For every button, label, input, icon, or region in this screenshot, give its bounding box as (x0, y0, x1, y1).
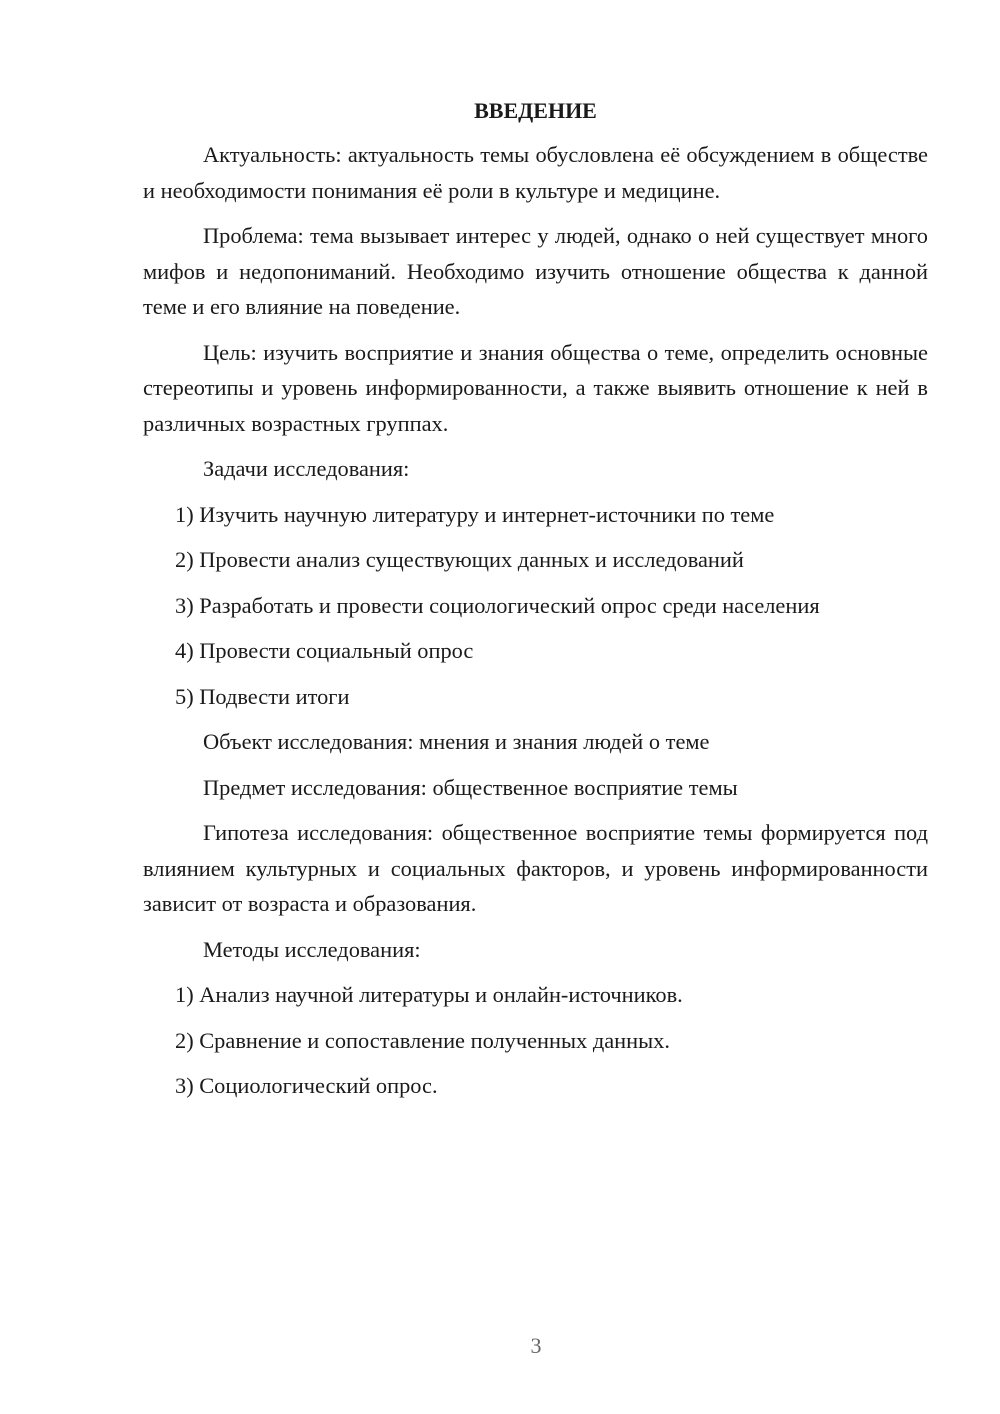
page-number: 3 (530, 1333, 542, 1358)
list-item: 4) Провести социальный опрос (175, 638, 474, 663)
page-content (143, 94, 928, 1114)
problem-paragraph: Проблема: тема вызывает интерес у людей, однако о ней существует много мифов и недопониманий. Необходимо изучить отношение общества к данной теме и его влияние на поведение. (143, 223, 928, 319)
methods-heading: Методы исследования: (203, 936, 421, 962)
hypothesis-paragraph: Гипотеза исследования: общественное восприятие темы формируется под влиянием культурных и социальных факторов, и уровень информированности зависит от возраста и образования. (143, 820, 928, 916)
list-item: 2) Сравнение и сопоставление полученных данных. (175, 1027, 670, 1053)
relevance-paragraph: Актуальность: актуальность темы обусловлена её обсуждением в обществе и необходимости понимания её роли в культуре и медицине. (143, 142, 928, 203)
list-item: 3) Разработать и провести социологический опрос среди населения (175, 592, 820, 618)
list-item: 5) Подвести итоги (175, 683, 350, 709)
list-item: 3) Социологический опрос. (175, 1073, 438, 1098)
object-line: Объект исследования: мнения и знания людей о теме (203, 729, 710, 754)
tasks-list (143, 497, 928, 715)
list-item: 2) Провести анализ существующих данных и исследований (175, 547, 744, 572)
subject-line: Предмет исследования: общественное восприятие темы (203, 774, 738, 800)
goal-paragraph: Цель: изучить восприятие и знания общества о теме, определить основные стереотипы и уровень информированности, а также выявить отношение к ней в различных возрастных группах. (143, 339, 928, 436)
tasks-heading: Задачи исследования: (203, 456, 410, 481)
document-title: ВВЕДЕНИЕ (474, 98, 597, 123)
list-item: 1) Изучить научную литературу и интернет-источники по теме (175, 501, 775, 527)
methods-list (143, 977, 928, 1104)
list-item: 1) Анализ научной литературы и онлайн-источников. (175, 982, 683, 1007)
